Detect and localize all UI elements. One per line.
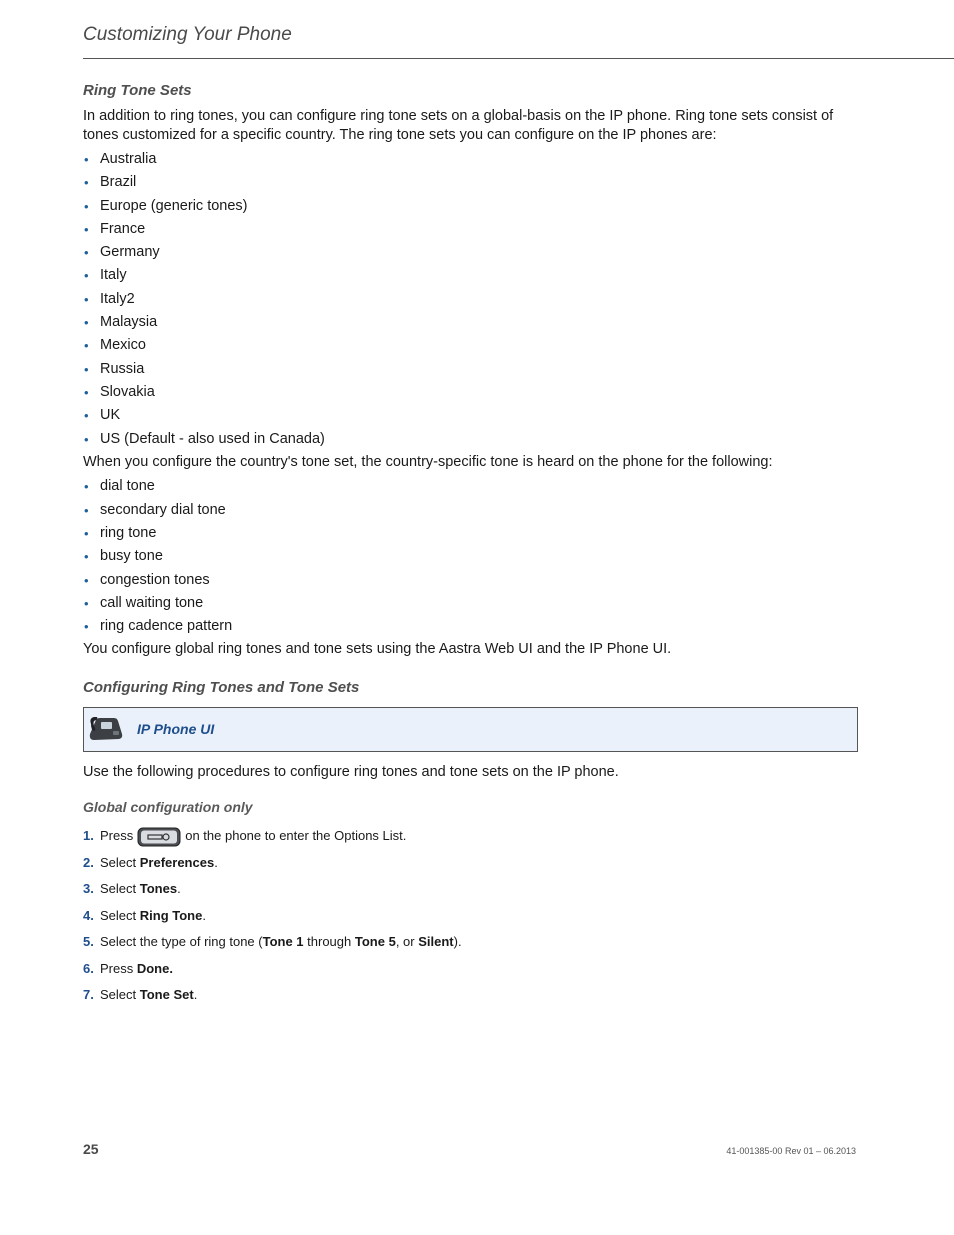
list-item: • Slovakia [83,381,858,404]
step-item: 4. Select Ring Tone . [83,903,858,930]
step-number: 1. [83,828,94,844]
ip-phone-ui-box [83,707,858,752]
page-header-title: Customizing Your Phone [83,24,292,45]
list-item: • UK [83,404,858,427]
step-item: 2. Select Preferences . [83,850,858,877]
page-number: 25 [83,1141,99,1157]
bullet-icon: • [84,384,89,400]
bullet-icon: • [84,198,89,214]
subheading-global-config: Global configuration only [83,799,253,816]
step-number: 4. [83,907,94,923]
bullet-icon: • [84,595,89,611]
bullet-icon: • [84,408,89,424]
tone-list [83,475,858,638]
bullet-icon: • [84,479,89,495]
bullet-icon: • [84,338,89,354]
step-item: 3. Select Tones . [83,876,858,903]
list-item: • Russia [83,358,858,381]
list-item: • secondary dial tone [83,499,858,522]
bullet-icon: • [84,549,89,565]
step-item: 1. Press on the phone to enter the Options List. [83,823,858,850]
bullet-icon: • [84,572,89,588]
list-item: • Mexico [83,334,858,357]
list-item: • Germany [83,241,858,264]
bullet-icon: • [84,315,89,331]
list-item: • Italy2 [83,288,858,311]
bullet-icon: • [84,619,89,635]
bullet-icon: • [84,525,89,541]
bullet-icon: • [84,361,89,377]
bullet-icon: • [84,245,89,261]
list-item: • France [83,218,858,241]
list-item: • Australia [83,148,858,171]
bullet-icon: • [84,268,89,284]
closing-paragraph: You configure global ring tones and tone sets using the Aastra Web UI and the IP Phone UI. [83,641,672,658]
section-heading-configuring: Configuring Ring Tones and Tone Sets [83,678,360,696]
bullet-icon: • [84,431,89,447]
ip-phone-ui-label: IP Phone UI [137,721,215,738]
header-divider [83,58,954,59]
list-item: • ring tone [83,522,858,545]
list-item: • Malaysia [83,311,858,334]
list-item: • dial tone [83,475,858,498]
list-item: • Italy [83,264,858,287]
ip-phone-icon [88,714,124,744]
bullet-icon: • [84,221,89,237]
step-number: 2. [83,854,94,870]
list-item: • ring cadence pattern [83,615,858,638]
step-number: 3. [83,881,94,897]
step-item: 6. Press Done. [83,956,858,983]
options-key-icon [137,827,181,847]
tone-intro-paragraph: When you configure the country's tone set, the country-specific tone is heard on the phone for the following: [83,453,773,470]
list-item: • busy tone [83,545,858,568]
intro-paragraph: In addition to ring tones, you can configure ring tone sets on a global-basis on the IP phone. Ring tone sets consist of tones customized for a specific country. The ring tone sets you can configure on the IP phones are: [83,108,834,143]
step-number: 6. [83,960,94,976]
list-item: • Europe (generic tones) [83,195,858,218]
step-item: 7. Select Tone Set . [83,982,858,1009]
procedure-steps [83,823,858,1009]
bullet-icon: • [84,291,89,307]
step-number: 7. [83,987,94,1003]
list-item: • US (Default - also used in Canada) [83,428,858,451]
procedure-intro-paragraph: Use the following procedures to configure ring tones and tone sets on the IP phone. [83,763,619,780]
step-number: 5. [83,934,94,950]
list-item: • call waiting tone [83,592,858,615]
list-item: • Brazil [83,171,858,194]
bullet-icon: • [84,175,89,191]
section-heading-ring-tone-sets: Ring Tone Sets [83,82,192,99]
bullet-icon: • [84,502,89,518]
bullet-icon: • [84,152,89,167]
list-item: • congestion tones [83,569,858,592]
country-list [83,148,858,451]
document-id: 41-001385-00 Rev 01 – 06.2013 [726,1146,856,1156]
step-item: 5. Select the type of ring tone ( Tone 1 through Tone 5 , or Silent ). [83,929,858,956]
page-content [83,82,858,1009]
